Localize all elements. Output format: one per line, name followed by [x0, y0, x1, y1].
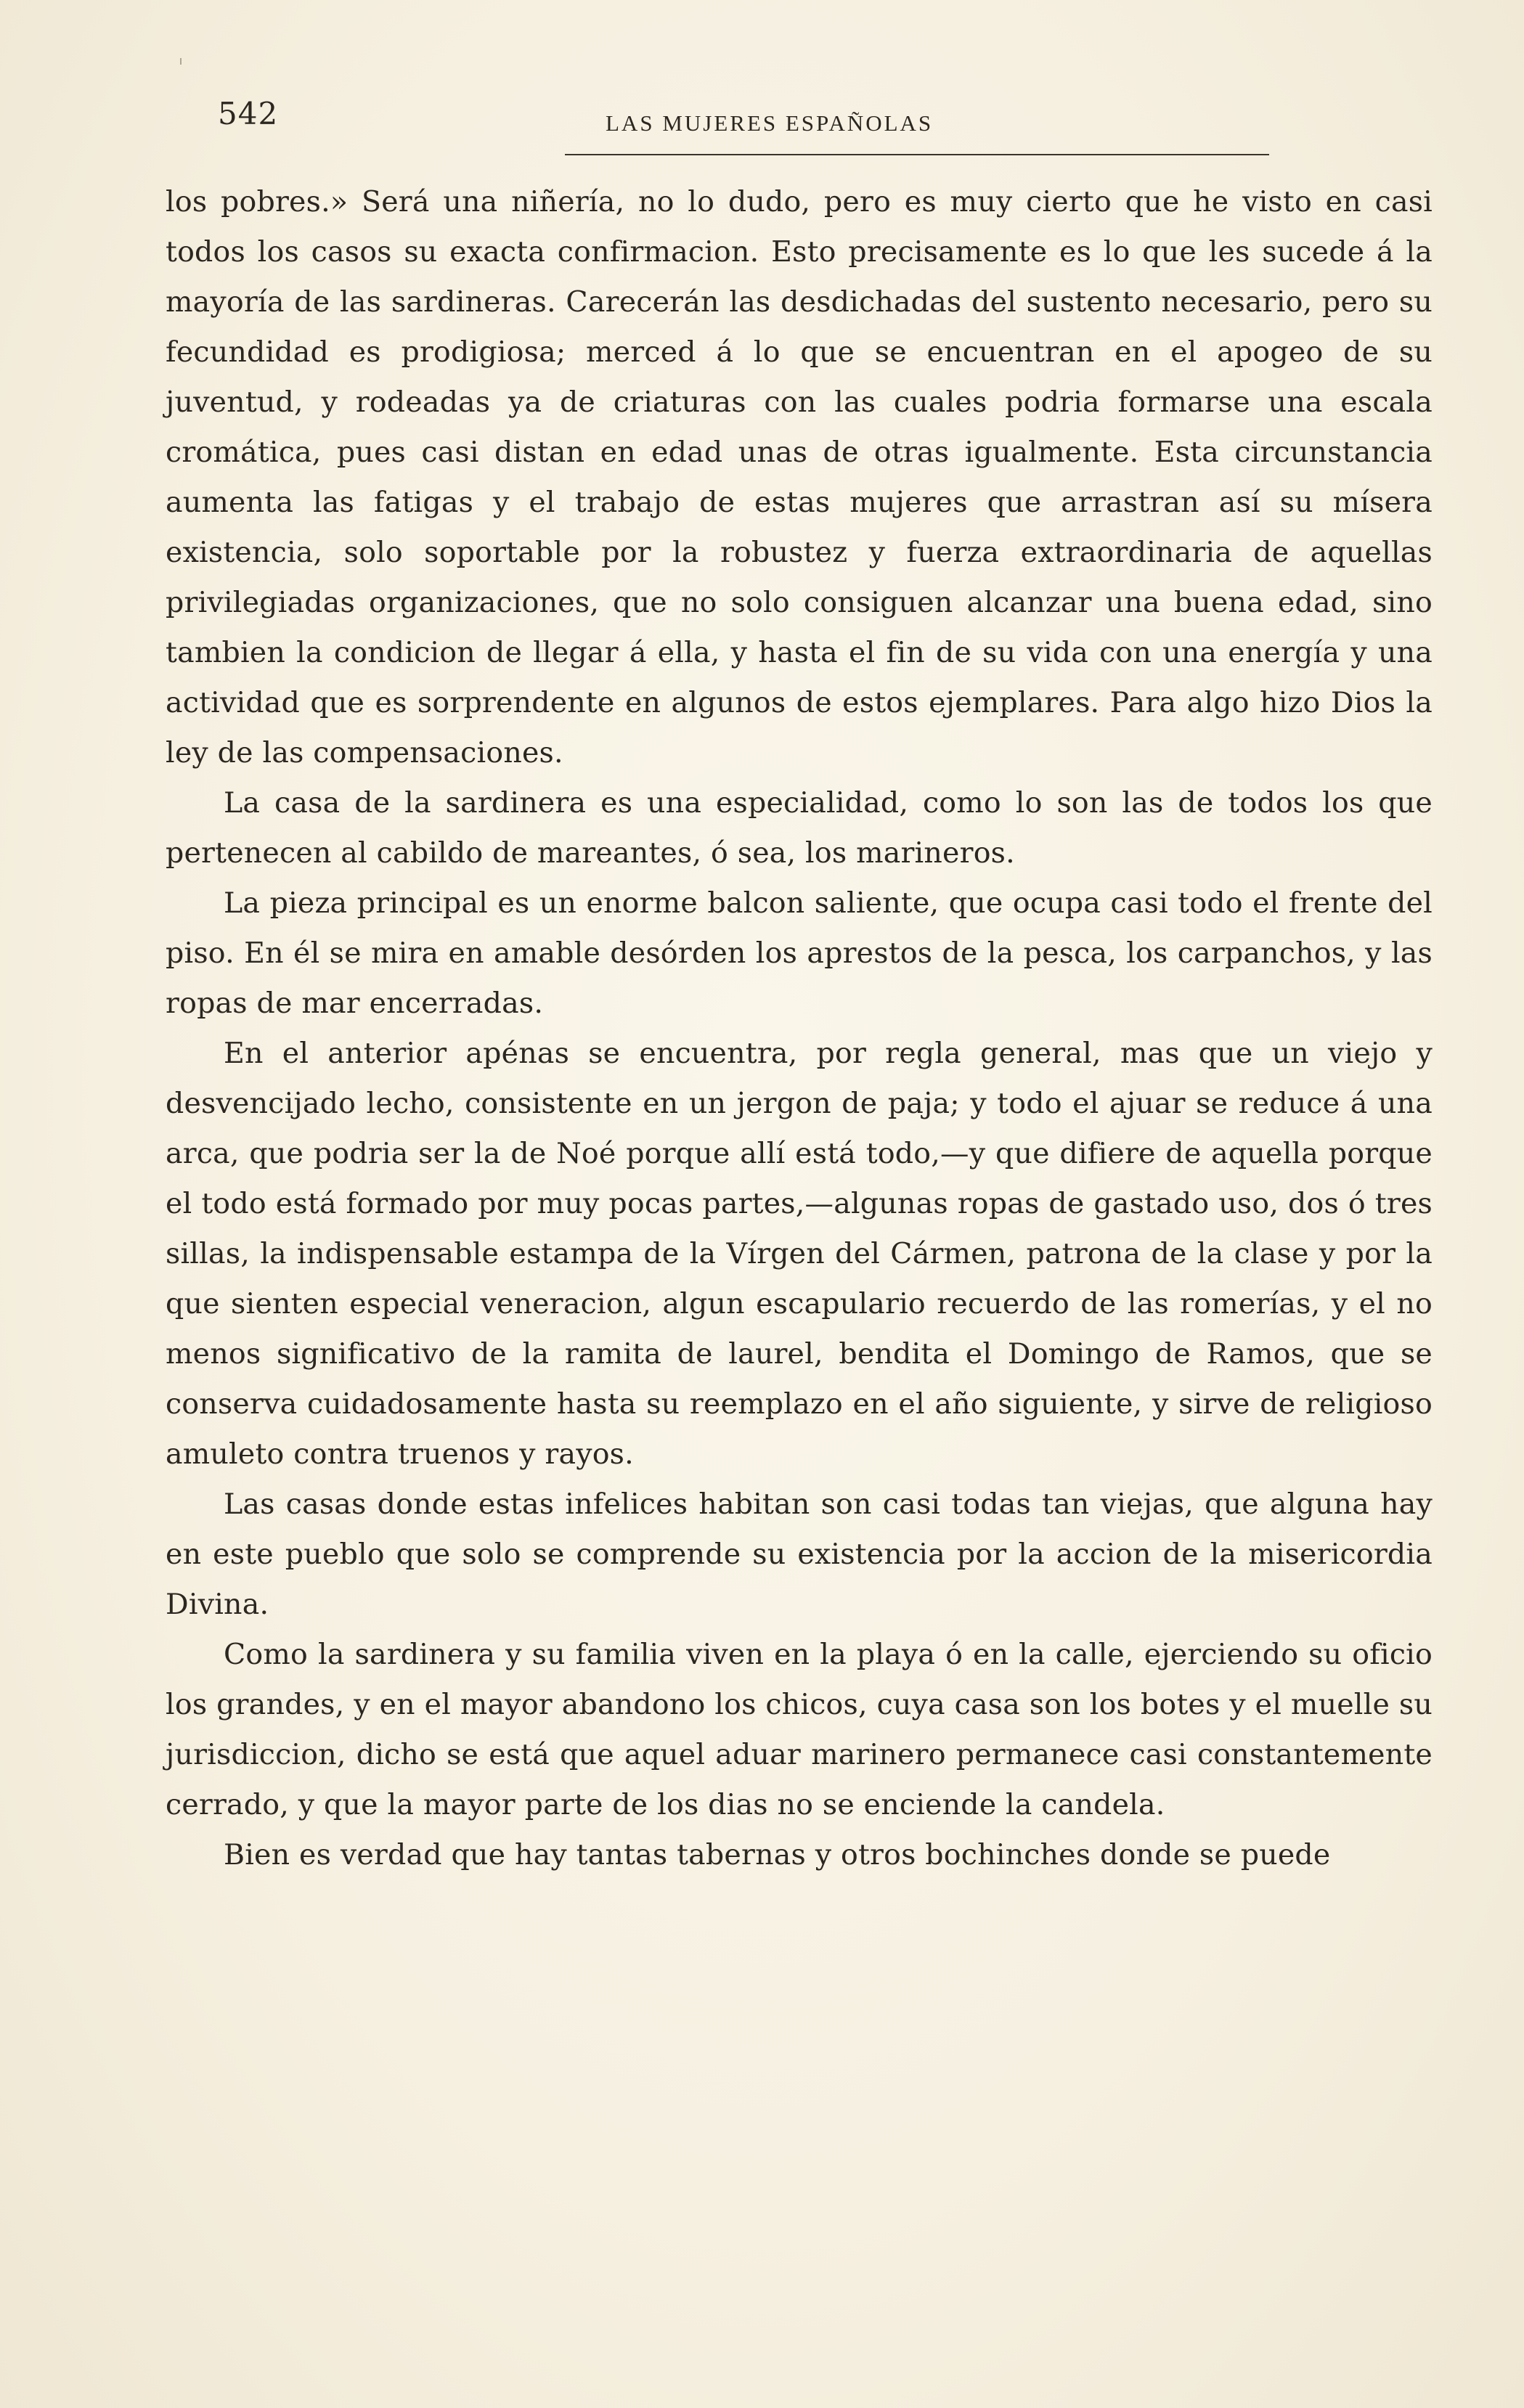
paragraph: Bien es verdad que hay tantas tabernas y otros bochinches donde se puede: [224, 1838, 1331, 1872]
paragraph: Como la sardinera y su familia viven en la playa ó en la calle, ejerciendo su oficio los grandes, y en el mayor abandono los chicos, cuya casa son los botes y el muelle su jurisdiccion, dicho se está que aquel aduar marinero permanece casi constantemente cerrado, y que la mayor parte de los dias no se enciende la candela.: [166, 1638, 1433, 1821]
paragraph: En el anterior apénas se encuentra, por regla general, mas que un viejo y desvencijado lecho, consistente en un jergon de paja; y todo el ajuar se reduce á una arca, que podria ser la de Noé porque allí está todo,—y que difiere de aquella porque el todo está formado por muy pocas partes,—algunas ropas de gastado uso, dos ó tres sillas, la indispensable estampa de la Vírgen del Cármen, patrona de la clase y por la que sienten especial veneracion, algun escapulario recuerdo de las romerías, y el no menos significativo de la ramita de laurel, bendita el Domingo de Ramos, que se conserva cuidadosamente hasta su reemplazo en el año siguiente, y sirve de religioso amuleto contra truenos y rayos.: [166, 1037, 1433, 1471]
print-speck: [180, 58, 182, 65]
header-rule: [565, 154, 1269, 155]
body-text: [166, 177, 1433, 1880]
running-title: LAS MUJERES ESPAÑOLAS: [606, 110, 934, 136]
paragraph-continuation: los pobres.» Será una niñería, no lo dudo, pero es muy cierto que he visto en casi todos los casos su exacta confirmacion. Esto precisamente es lo que les sucede á la mayoría de las sardineras. Carecerán las desdichadas del sustento necesario, pero su fecundidad es prodigiosa; merced á lo que se encuentran en el apogeo de su juventud, y rodeadas ya de criaturas con las cuales podria formarse una escala cromática, pues casi distan en edad unas de otras igualmente. Esta circunstancia aumenta las fatigas y el trabajo de estas mujeres que arrastran así su mísera existencia, solo soportable por la robustez y fuerza extraordinaria de aquellas privilegiadas organizaciones, que no solo consiguen alcanzar una buena edad, sino tambien la condicion de llegar á ella, y hasta el fin de su vida con una energía y una actividad que es sorprendente en algunos de estos ejemplares. Para algo hizo Dios la ley de las compensaciones.: [166, 185, 1433, 770]
paragraph: La casa de la sardinera es una especialidad, como lo son las de todos los que pertenecen al cabildo de mareantes, ó sea, los marineros.: [166, 786, 1433, 870]
page-header: [218, 96, 1423, 154]
paragraph: Las casas donde estas infelices habitan son casi todas tan viejas, que alguna hay en este pueblo que solo se comprende su existencia por la accion de la misericordia Divina.: [166, 1487, 1433, 1621]
page-number: 542: [218, 96, 279, 131]
paragraph: La pieza principal es un enorme balcon saliente, que ocupa casi todo el frente del piso. En él se mira en amable desórden los aprestos de la pesca, los carpanchos, y las ropas de mar encerradas.: [166, 886, 1433, 1020]
